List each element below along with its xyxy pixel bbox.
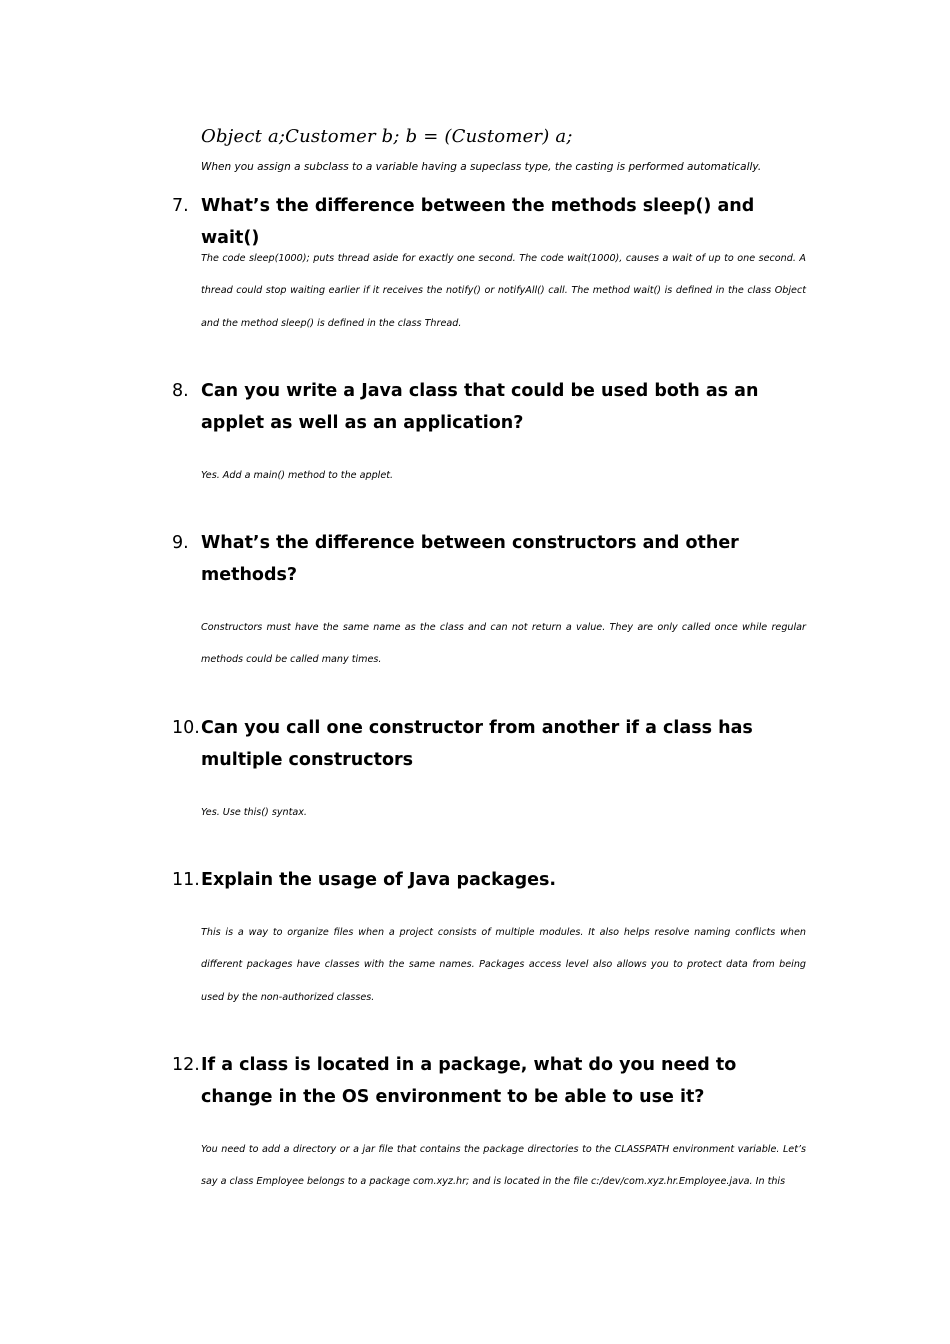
answer-text: Yes. Add a main() method to the applet.	[201, 470, 394, 481]
casting-answer: When you assign a subclass to a variable having a supeclass type, the casting is performed automatically.	[201, 161, 762, 173]
code-snippet: Object a;Customer b; b = (Customer) a;	[201, 126, 573, 147]
question-text: Explain the usage of Java packages.	[201, 870, 557, 890]
question-number: 10.	[172, 718, 200, 738]
answer-text: This is a way to organize files when a project consists of multiple modules. It also helps resolve naming conflicts when different packages have classes with the same names. Packages access level also allows you to protect data from being used by the non-authorized classes.	[201, 927, 806, 1003]
answer-text: The code sleep(1000); puts thread aside for exactly one second. The code wait(1000), causes a wait of up to one second. A thread could stop waiting earlier if it receives the notify() or notifyAll() call. The method wait() is defined in the class Object and the method sleep() is defined in the class Thread.	[201, 253, 806, 329]
question-number: 9.	[172, 533, 189, 553]
question-number: 8.	[172, 381, 189, 401]
question-text: What’s the difference between constructors and other methods?	[201, 533, 739, 585]
question-text: What’s the difference between the methods sleep() and wait()	[201, 196, 755, 248]
question-number: 12.	[172, 1055, 200, 1075]
answer-text: Constructors must have the same name as the class and can not return a value. They are only called once while regular methods could be called many times.	[201, 622, 806, 666]
answer-text: Yes. Use this() syntax.	[201, 807, 307, 818]
question-number: 7.	[172, 196, 189, 216]
question-text: If a class is located in a package, what do you need to change in the OS environment to be able to use it?	[201, 1055, 737, 1107]
answer-text: You need to add a directory or a jar file that contains the package directories to the CLASSPATH environment variable. Let’s say a class Employee belongs to a package com.xyz.hr; and is located in the file c:/dev/com.xyz.hr.Employee.java. In this	[201, 1144, 806, 1188]
question-text: Can you write a Java class that could be used both as an applet as well as an application?	[201, 381, 759, 433]
question-text: Can you call one constructor from another if a class has multiple constructors	[201, 718, 753, 770]
question-number: 11.	[172, 870, 200, 890]
